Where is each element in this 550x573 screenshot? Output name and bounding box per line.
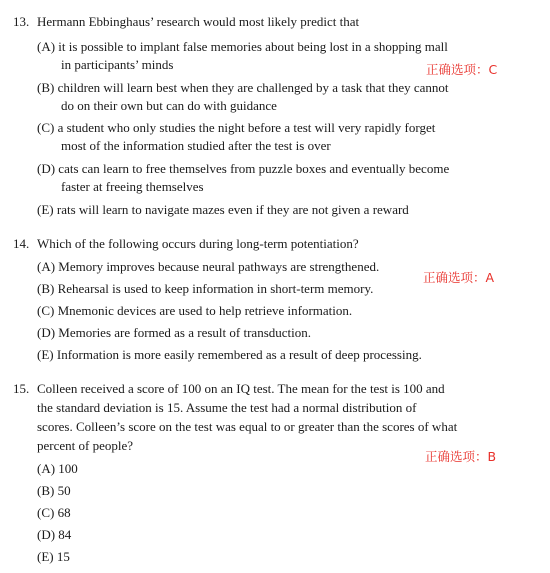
option-d: (D) Memories are formed as a result of transduction. bbox=[37, 325, 311, 340]
option-b: (B) 50 bbox=[37, 483, 71, 498]
question-stem: Hermann Ebbinghaus’ research would most likely predict that bbox=[37, 14, 360, 29]
option-e: (E) Information is more easily remembered as a result of deep processing. bbox=[37, 347, 422, 362]
option-a: (A) 100 bbox=[37, 461, 78, 476]
question-number: 14. bbox=[13, 236, 30, 251]
question-stem: Which of the following occurs during long-term potentiation? bbox=[37, 236, 359, 251]
answer-annotation: 正确选项：B bbox=[425, 449, 497, 464]
option-a: (A) Memory improves because neural pathways are strengthened. bbox=[37, 259, 380, 274]
option-d: (D) 84 bbox=[37, 527, 72, 542]
question-number: 13. bbox=[13, 14, 30, 29]
option-b: (B) Rehearsal is used to keep information in short-term memory. bbox=[37, 281, 374, 296]
question-stem-line: Colleen received a score of 100 on an IQ test. The mean for the test is 100 and bbox=[37, 381, 445, 396]
option-d: (D) cats can learn to free themselves from puzzle boxes and eventually become bbox=[37, 161, 450, 176]
option-b: (B) children will learn best when they are challenged by a task that they cannot bbox=[37, 80, 449, 95]
option-a: (A) it is possible to implant false memories about being lost in a shopping mall bbox=[37, 39, 448, 54]
question-stem-line: the standard deviation is 15. Assume the test had a normal distribution of bbox=[37, 400, 417, 415]
option-e: (E) rats will learn to navigate mazes even if they are not given a reward bbox=[37, 202, 409, 217]
answer-annotation: 正确选项：A bbox=[423, 270, 495, 285]
question-stem-line: scores. Colleen’s score on the test was equal to or greater than the scores of what bbox=[37, 419, 458, 434]
option-a-cont: in participants’ minds bbox=[61, 57, 174, 72]
answer-annotation: 正确选项：C bbox=[426, 62, 498, 77]
option-e: (E) 15 bbox=[37, 549, 70, 564]
option-c-cont: most of the information studied after the test is over bbox=[61, 138, 331, 153]
question-stem-line: percent of people? bbox=[37, 438, 134, 453]
option-c: (C) 68 bbox=[37, 505, 71, 520]
option-c: (C) a student who only studies the night before a test will very rapidly forget bbox=[37, 120, 436, 135]
question-number: 15. bbox=[13, 381, 30, 396]
option-b-cont: do on their own but can do with guidance bbox=[61, 98, 277, 113]
option-c: (C) Mnemonic devices are used to help retrieve information. bbox=[37, 303, 353, 318]
option-d-cont: faster at freeing themselves bbox=[61, 179, 204, 194]
